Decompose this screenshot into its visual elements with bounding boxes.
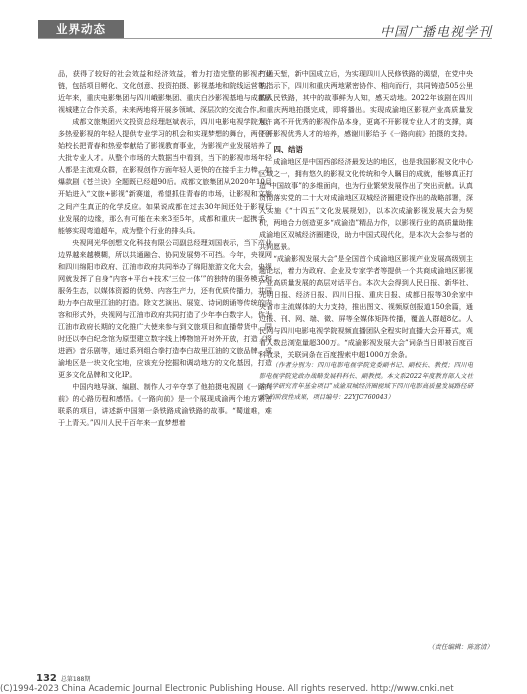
author-note: （作者分别为：四川电影电视学院党委副书记、副校长、教授；四川电影电视学院党政办战略发展科科长、副教授。本文系2022年度教育部人文社会科学研究青年基金项目“成渝双城经济圈视域下四川电影高质量发展路径研究”的阶段性成果，项目编号：22YJC760043）: [259, 362, 473, 401]
paragraph: 成渝地区是中国西部经济最发达的地区，也是我国影视文化中心区域之一，拥有悠久的影视文化传统和令人瞩目的成就，能够真正打造“中国故事”的多维面向，也为行业繁荣发展作出了突出贡献。认真贯彻落实党的二十大对成渝地区双城经济圈建设作出的战略部署，深入实施《“十四五”文化发展规划》，以本次成渝影视发展大会为契机，两地合力创造更多“成渝造”精品力作，以影视行业的高质量助推成渝地区双城经济圈建设，助力中国式现代化，是本次大会参与者的共同愿景。: [259, 157, 473, 251]
responsible-editor: （责任编辑：陈富清）: [428, 643, 493, 651]
page-number: 132: [36, 673, 57, 684]
section-tag: 业界动态: [38, 20, 124, 38]
page-folio: [36, 673, 90, 684]
paragraph: 成都文旅集团兴文投资总经理赵斌表示，四川电影电视学院为许多热爱影视的年轻人提供专业学习的机会和实现梦想的舞台，两位创始校长把青春和热爱奉献给了影视教育事业，为影视产业发展培养了大批专业人才。从整个市场的大数据当中看到，当下的影视市场年轻人都是主流观众群，在影视创作方面年轻人更快的在接手主力棒，如爆款剧《苍兰诀》全题既已经超90后。成都文旅集团从2020年10月开始进入“文旅+影视”新赛道，希望抓住青春的市场，让影视和文旅之间产生真正的化学反应。如果说成都在过去30年间还处于影视行业发展的边缘，那么有可能在未来3至5年，成都和重庆一起携手，能够实现弯道超车，成为整个行业的排头兵。: [58, 117, 272, 235]
page-header: [38, 20, 492, 39]
right-column: [259, 68, 473, 403]
paragraph: 中国内地导演、编剧、制作人刁辛夺享了他拍摄电视剧《一路向前》的心路历程和感悟。《一路向前》是一个展现成渝两个地方紧密联系的项目，讲述新中国第一条铁路成渝铁路的故事。“蜀道难，难于上青天。”四川人民千百年来一直梦想着: [58, 382, 272, 428]
section-heading: 四、结语: [273, 145, 303, 155]
paragraph: 品，获得了较好的社会效益和经济效益，着力打造完整的影视产业链，包括项目孵化、文化创意、投资拍摄、影视基地和院线运营等。近年来，重庆电影集团与四川峨影集团、重庆白沙影视基地与成都影视城建立合作关系，未来两地将开展多领域、深层次的交流合作。: [58, 69, 272, 115]
copyright-line: (C)1994-2023 China Academic Journal Electronic Publishing House. All rights reserved. http://www.cnki.net: [0, 684, 454, 694]
paragraph: “成渝影视发展大会”是全国首个成渝地区影视产业发展高级别主题论坛，着力为政府、企业及专家学者等提供一个共商成渝地区影视产业高质量发展的高层对话平台。本次大会得到人民日报、新华社、光明日报、经济日报、四川日报、重庆日报、成都日报等30余家中央省市主流媒体的大力支持，推出图文、视频原创报道150余篇，通过报、刊、网、端、微、屏等全媒体矩阵传播，覆盖人群超8亿。人民网与四川电影电视学院视频直播团队全程实时直播大会开幕式，观看人数总浏览量超300万。“成渝影视发展大会”词条当日即被百度百科收录，关联词条在百度搜索中超1000万余条。: [259, 253, 473, 360]
issue-number: 总第188期: [60, 676, 91, 683]
paragraph: 央视网光华创想文化科技有限公司副总经理刘国表示，当下产业边界越来越模糊，所以共通融合、协同发展势不可挡。今年，央视网和四川绵阳市政府、江油市政府共同举办了绵阳旅游文化大会，央视网就发挥了自身“内容+平台+技术‘三位一体’”的独特的服务模式和服务生态，以媒体资源的优势、内容生产力，还有优质传播力，共同助力李白故里江油的打造。除文艺演出、展览、诗词朗诵等传统的内容和形式外，央视网与江油市政府共同打造了少年李白数字人，作为江油市政府长期的文化推广大使来参与到文旅项目和直播带货中，同时还以李白纪念馆为原型建立数字线上博物馆开对外开放，打造《将进酒》音乐剧等，通过系列组合拳打造李白故里江油的文旅品牌。成渝地区是一块文化宝地，应该充分挖掘和调动地方的文化基因，打造更多文化品牌和文化IP。: [58, 237, 272, 380]
left-column: [58, 68, 272, 429]
journal-masthead: 中国广播电视学刊: [379, 25, 492, 40]
paragraph: 打通天堑，新中国成立后，为实现四川人民修铁路的渴望，在党中央的指示下，四川和重庆两地紧密协作、相向而行，共同铸造505公里的人民铁路，其中的故事鲜为人知，感天动地。2022年该剧在四川和重庆两地拍摄完成，即将播出。实现成渝地区影视产业高质量发展，离不开优秀的影视作品本身，更离不开影视专业人才的支撑，离不开影视优秀人才的培养，感谢川影给予《一路向前》拍摄的支持。: [259, 69, 473, 139]
